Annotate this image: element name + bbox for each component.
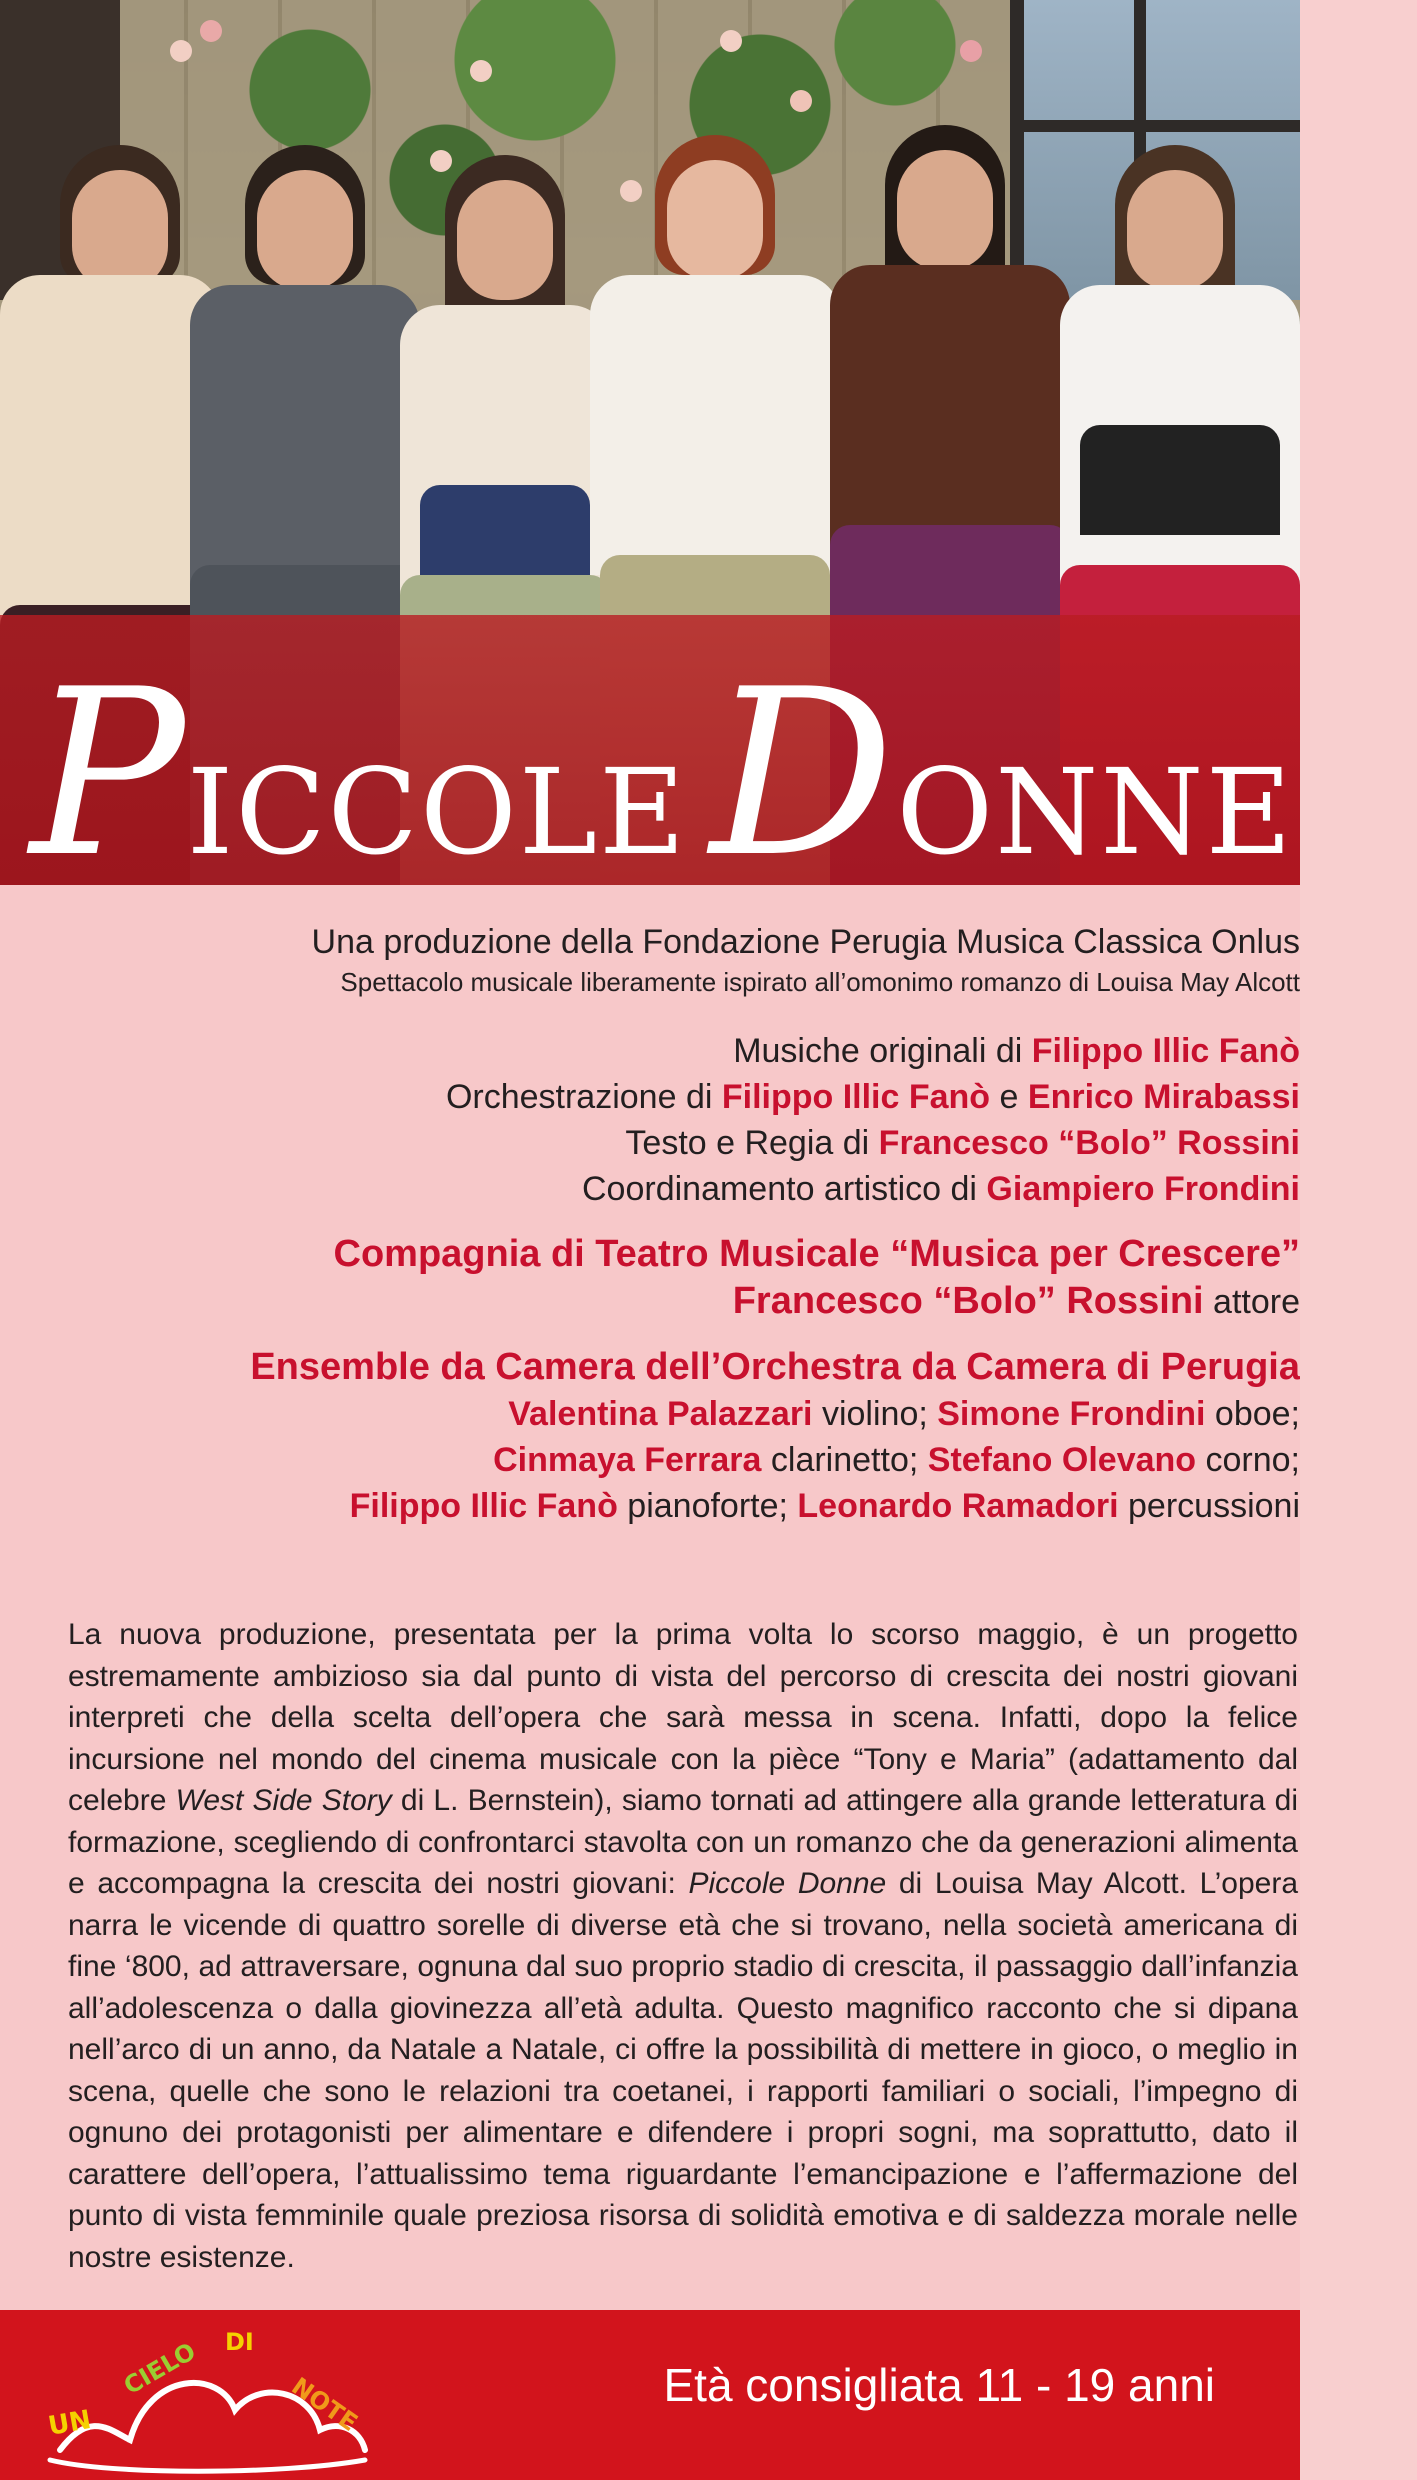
musicians-line-3: Filippo Illic Fanò pianoforte; Leonardo Ramadori percussioni	[349, 1487, 1300, 1525]
title-initial-d: D	[710, 641, 897, 908]
artistic-coordination-credit: Coordinamento artistico di Giampiero Frondini	[582, 1170, 1300, 1208]
title-word2-rest: ONNE	[896, 743, 1294, 881]
orchestration-credit: Orchestrazione di Filippo Illic Fanò e Enrico Mirabassi	[445, 1078, 1300, 1116]
show-title	[30, 641, 1294, 920]
svg-text:NOTE: NOTE	[286, 2371, 363, 2437]
un-cielo-di-note-logo	[20, 2310, 380, 2480]
text-direction-credit: Testo e Regia di Francesco “Bolo” Rossini	[625, 1124, 1300, 1162]
actor-credit: Francesco “Bolo” Rossini attore	[732, 1280, 1300, 1322]
musicians-line-1: Valentina Palazzari violino; Simone Frondini oboe;	[508, 1395, 1300, 1433]
description-paragraph: La nuova produzione, presentata per la prima volta lo scorso maggio, è un progetto estremamente ambizioso sia dal punto di vista del percorso di crescita dei nostri giovani interpreti che della scelta dell’opera che sarà messa in scena. Infatti, dopo la felice incursione nel mondo del cinema musicale con la pièce “Tony e Maria” (adattamento dal celebre West Side Story di L. Bernstein), siamo tornati ad attingere alla grande letteratura di formazione, scegliendo di confrontarci stavolta con un romanzo che da generazioni alimenta e accompagna la crescita dei nostri giovani: Piccole Donne di Louisa May Alcott. L’opera narra le vicende di quattro sorelle di diverse età che si trovano, nella società americana di fine ‘800, ad attraversare, ognuna dal suo proprio stadio di crescita, il passaggio dall’infanzia all’adolescenza o dalla giovinezza all’età adulta. Questo magnifico racconto che si dipana nell’arco di un anno, da Natale a Natale, ci offre la possibilità di mettere in gioco, o meglio in scena, quelle che sono le relazioni tra coetanei, i rapporti familiari o sociali, l’impegno di ognuno dei protagonisti per alimentare e difendere i propri sogni, ma soprattutto, dato il carattere dell’opera, l’attualissimo tema riguardante l’emancipazione e l’affermazione del punto di vista femminile quale preziosa risorsa di solidità emotiva e di saldezza morale nelle nostre esistenze.	[68, 1618, 1299, 2274]
production-line: Una produzione della Fondazione Perugia Musica Classica Onlus	[311, 923, 1300, 961]
svg-text:CIELO: CIELO	[119, 2337, 201, 2401]
subtitle-line: Spettacolo musicale liberamente ispirato all’omonimo romanzo di Louisa May Alcott	[340, 967, 1300, 997]
recommended-age: Età consigliata 11 - 19 anni	[663, 2359, 1215, 2411]
title-word1-rest: ICCOLE	[186, 743, 688, 881]
music-credit: Musiche originali di Filippo Illic Fanò	[733, 1032, 1300, 1070]
ensemble-name: Ensemble da Camera dell’Orchestra da Camera di Perugia	[250, 1346, 1300, 1388]
company-name: Compagnia di Teatro Musicale “Musica per Crescere”	[333, 1233, 1300, 1275]
credits-block	[60, 920, 1300, 1529]
page-margin	[1300, 0, 1417, 2480]
musicians-line-2: Cinmaya Ferrara clarinetto; Stefano Olevano corno;	[493, 1441, 1300, 1479]
title-initial-p: P	[30, 641, 187, 908]
footer-bar	[0, 2310, 1300, 2480]
svg-text:DI: DI	[225, 2328, 254, 2356]
svg-text:UN: UN	[46, 2404, 94, 2442]
